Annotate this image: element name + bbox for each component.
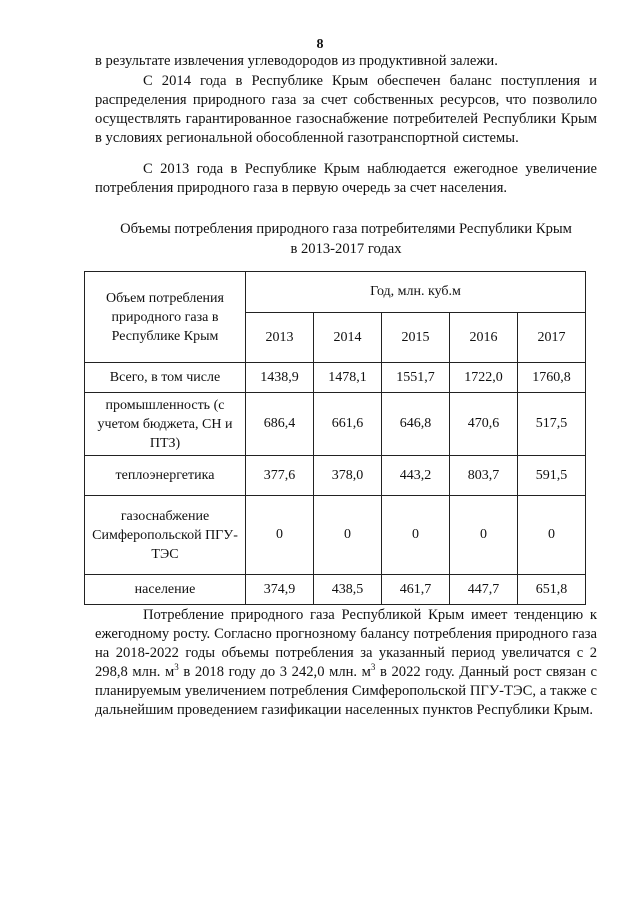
paragraph-2: С 2014 года в Республике Крым обеспечен баланс поступления и распределения природного газа за счет собственных ресурсов, что позволило осуществлять гарантированное газоснабжение потребителей Республики Крым в условиях региональной обособленной газотранспортной системы. [95, 73, 597, 146]
value-cell: 1438,9 [246, 363, 314, 393]
value-cell: 1760,8 [518, 363, 586, 393]
value-cell: 646,8 [382, 393, 450, 456]
paragraph-1: в результате извлечения углеводородов из продуктивной залежи. [95, 53, 498, 69]
page-number: 8 [316, 37, 324, 52]
value-cell: 1551,7 [382, 363, 450, 393]
value-cell: 0 [518, 496, 586, 575]
table-row [85, 575, 586, 605]
row-label: теплоэнергетика [85, 456, 246, 496]
value-cell: 591,5 [518, 456, 586, 496]
value-cell: 0 [314, 496, 382, 575]
value-cell: 461,7 [382, 575, 450, 605]
row-label: газоснабжение Симферопольской ПГУ-ТЭС [85, 496, 246, 575]
value-cell: 438,5 [314, 575, 382, 605]
row-label: промышленность (с учетом бюджета, СН и ПТЗ) [85, 393, 246, 456]
value-cell: 803,7 [450, 456, 518, 496]
year-cell: 2015 [382, 313, 450, 363]
paragraph-4-text-b: в 2018 году до 3 242,0 млн. м [178, 664, 371, 680]
value-cell: 0 [450, 496, 518, 575]
year-cell: 2017 [518, 313, 586, 363]
table-title-line-1: Объемы потребления природного газа потребителями Республики Крым [120, 221, 572, 237]
table-row [85, 496, 586, 575]
table-title-line-2: в 2013-2017 годах [290, 241, 402, 257]
table-header-row [85, 272, 586, 313]
cubic-superscript: 3 [370, 662, 376, 673]
year-cell: 2014 [314, 313, 382, 363]
year-cell: 2016 [450, 313, 518, 363]
value-cell: 0 [382, 496, 450, 575]
value-cell: 661,6 [314, 393, 382, 456]
table-row [85, 456, 586, 496]
table-row [85, 363, 586, 393]
value-cell: 447,7 [450, 575, 518, 605]
value-cell: 1722,0 [450, 363, 518, 393]
value-cell: 651,8 [518, 575, 586, 605]
header-label-cell: Объем потребления природного газа в Республике Крым [85, 272, 246, 363]
value-cell: 443,2 [382, 456, 450, 496]
value-cell: 517,5 [518, 393, 586, 456]
table-title [95, 219, 597, 259]
value-cell: 0 [246, 496, 314, 575]
consumption-table [84, 271, 586, 605]
table-row [85, 393, 586, 456]
paragraph-4-text-c: в 2022 году. Данный рост связан с планируемым увеличением потребления Симферопольской ПГУ-ТЭС, а также с дальнейшим проведением газификации населенных пунктов Республики Крым. [95, 664, 597, 718]
value-cell: 686,4 [246, 393, 314, 456]
cubic-superscript: 3 [174, 662, 179, 673]
value-cell: 470,6 [450, 393, 518, 456]
value-cell: 378,0 [314, 456, 382, 496]
header-group-cell: Год, млн. куб.м [246, 272, 586, 313]
year-cell: 2013 [246, 313, 314, 363]
row-label: Всего, в том числе [85, 363, 246, 393]
value-cell: 377,6 [246, 456, 314, 496]
paragraph-3: С 2013 года в Республике Крым наблюдается ежегодное увеличение потребления природного газа в первую очередь за счет населения. [95, 161, 597, 196]
row-label: население [85, 575, 246, 605]
paragraph-4 [95, 606, 597, 720]
paragraph-4-text-a: Потребление природного газа Республикой Крым имеет тенденцию к ежегодному росту. Согласно прогнозному балансу потребления природного газа на 2018-2022 годы объемы потребления за указанный период увеличатся с 2 298,8 млн. м [95, 607, 597, 680]
value-cell: 1478,1 [314, 363, 382, 393]
value-cell: 374,9 [246, 575, 314, 605]
